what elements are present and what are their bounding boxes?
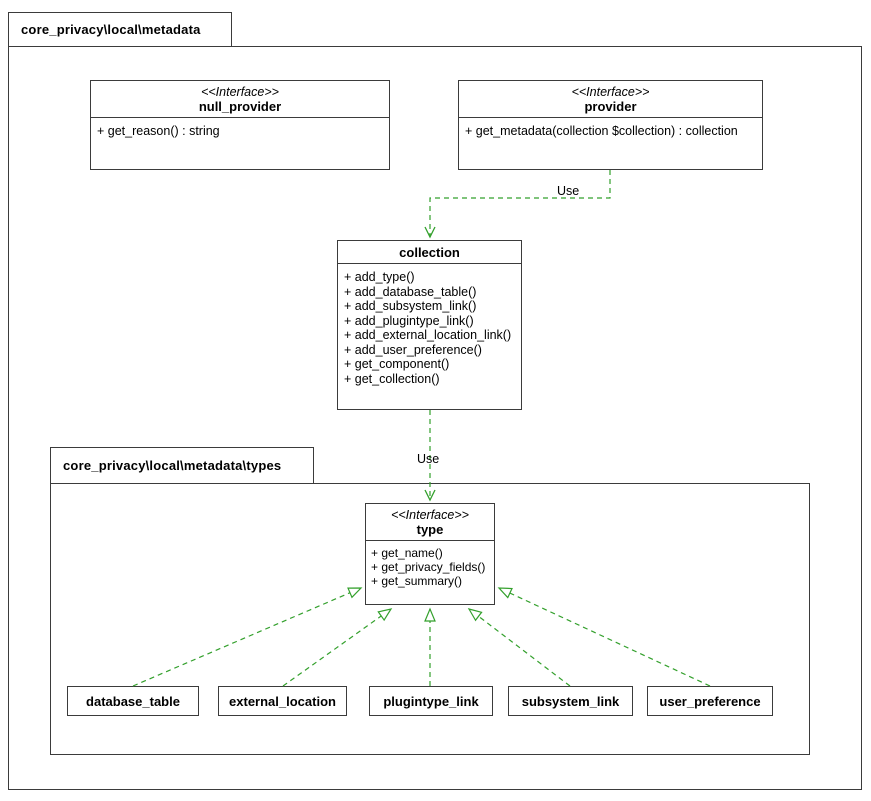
method-line: + add_external_location_link()	[344, 328, 512, 342]
class-name-null-provider: null_provider	[198, 99, 282, 114]
method-line: + add_database_table()	[344, 284, 477, 299]
method-line: + add_plugintype_link()	[344, 313, 474, 328]
method-line: + get_privacy_fields()	[371, 560, 486, 574]
method-line: + get_metadata(collection $collection) : collection	[465, 124, 738, 138]
method-line: + get_component()	[344, 357, 450, 371]
class-box-database-table	[67, 686, 199, 716]
class-name-collection: collection	[399, 245, 460, 260]
class-box-provider	[458, 80, 763, 170]
class-name-type: type	[416, 522, 444, 537]
class-box-user-preference	[647, 686, 773, 716]
class-box-external-location	[218, 686, 347, 716]
class-box-collection	[337, 240, 522, 410]
method-line: + add_type()	[344, 270, 415, 284]
class-name-subsystem-link: subsystem_link	[521, 693, 620, 709]
class-header-type	[366, 504, 494, 541]
method-line: + add_user_preference()	[344, 342, 482, 357]
class-header-provider	[459, 81, 762, 118]
class-header-collection	[338, 241, 521, 264]
package-title-metadata: core_privacy\local\metadata	[21, 22, 201, 37]
class-box-plugintype-link	[369, 686, 493, 716]
stereotype-label: <<Interface>>	[571, 85, 650, 99]
class-name-database-table: database_table	[86, 693, 180, 709]
method-line: + get_reason() : string	[97, 124, 220, 138]
class-header-null-provider	[91, 81, 389, 118]
class-name-plugintype-link: plugintype_link	[383, 693, 479, 709]
stereotype-label: <<Interface>>	[201, 85, 279, 99]
package-title-metadata-types: core_privacy\local\metadata\types	[63, 458, 282, 473]
method-line: + get_name()	[371, 546, 443, 560]
method-line: + get_collection()	[344, 371, 440, 386]
use-label-provider-collection: Use	[557, 184, 580, 198]
class-box-type	[365, 503, 495, 605]
method-list-null-provider	[91, 118, 389, 139]
class-name-user-preference: user_preference	[659, 693, 761, 709]
stereotype-label: <<Interface>>	[391, 508, 469, 522]
package-tab-metadata	[8, 12, 232, 47]
method-list-type	[366, 541, 494, 588]
class-box-subsystem-link	[508, 686, 633, 716]
class-box-null-provider	[90, 80, 390, 170]
method-list-provider	[459, 118, 762, 139]
use-label-collection-type: Use	[417, 452, 440, 466]
method-list-collection	[338, 264, 521, 386]
package-tab-metadata-types	[50, 447, 314, 484]
method-line: + add_subsystem_link()	[344, 299, 477, 313]
method-line: + get_summary()	[371, 574, 463, 588]
class-name-provider: provider	[584, 99, 637, 114]
class-name-external-location: external_location	[229, 693, 336, 709]
